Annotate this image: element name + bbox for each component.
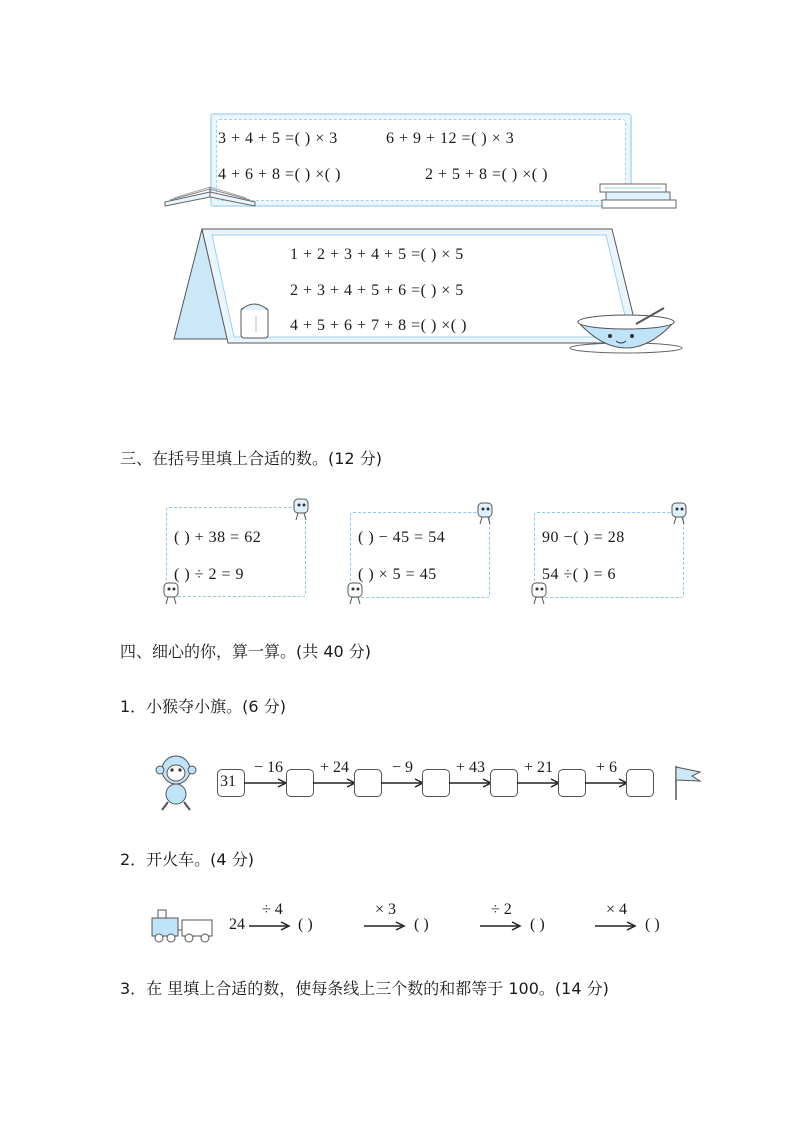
train-blank-4[interactable]: ( )	[645, 916, 660, 933]
q3-title: 3．在 里填上合适的数，使每条线上三个数的和都等于 100。(14 分)	[120, 979, 609, 998]
robot-icon	[474, 500, 496, 526]
section-4-title: 四、细心的你，算一算。(共 40 分)	[120, 642, 372, 661]
train-blank-3[interactable]: ( )	[530, 916, 545, 933]
top-equation-1: 3 + 4 + 5 =( ) × 3	[218, 130, 338, 147]
robot-icon	[290, 496, 312, 522]
train-op-4: × 4	[606, 901, 628, 918]
chain-answer-box-6[interactable]	[626, 769, 654, 797]
fill-equation-5: 90 −( ) = 28	[542, 529, 625, 546]
fill-equation-6: 54 ÷( ) = 6	[542, 566, 616, 583]
top-equation-3: 4 + 6 + 8 =( ) ×( )	[218, 166, 341, 183]
top-equation-board	[210, 113, 632, 207]
chain-answer-box-1[interactable]	[286, 769, 314, 797]
train-blank-1[interactable]: ( )	[298, 916, 313, 933]
q1-title: 1．小猴夺小旗。(6 分)	[120, 697, 286, 716]
top-equation-4: 2 + 5 + 8 =( ) ×( )	[425, 166, 548, 183]
train-start-number: 24	[229, 916, 245, 933]
section-3-title: 三、在括号里填上合适的数。(12 分)	[120, 449, 382, 468]
chain-op-3: − 9	[392, 759, 414, 776]
arrow-icon	[480, 917, 522, 931]
chain-answer-box-2[interactable]	[354, 769, 382, 797]
train-op-2: × 3	[375, 901, 397, 918]
chain-start-number: 31	[220, 773, 236, 790]
arrow-icon	[249, 917, 291, 931]
chain-op-6: + 6	[596, 759, 618, 776]
tent-equation-2: 2 + 3 + 4 + 5 + 6 =( ) × 5	[290, 282, 464, 299]
train-op-1: ÷ 4	[262, 901, 283, 918]
chain-op-2: + 24	[320, 759, 350, 776]
chain-answer-box-4[interactable]	[490, 769, 518, 797]
book-stack-icon	[596, 180, 682, 212]
fill-box-2	[350, 512, 490, 598]
top-equation-2: 6 + 9 + 12 =( ) × 3	[386, 130, 515, 147]
fill-equation-1: ( ) + 38 = 62	[174, 529, 262, 546]
chain-op-1: − 16	[254, 759, 284, 776]
robot-icon	[528, 580, 550, 606]
fill-box-3	[534, 512, 684, 598]
q2-title: 2．开火车。(4 分)	[120, 850, 254, 869]
cup-icon	[238, 296, 272, 342]
tent-equation-3: 4 + 5 + 6 + 7 + 8 =( ) ×( )	[290, 317, 467, 334]
bowl-icon	[566, 304, 686, 354]
monkey-icon	[152, 752, 200, 812]
train-op-3: ÷ 2	[491, 901, 512, 918]
arrow-icon	[595, 917, 637, 931]
flag-icon	[672, 764, 702, 802]
robot-icon	[668, 500, 690, 526]
chain-answer-box-5[interactable]	[558, 769, 586, 797]
fill-equation-2: ( ) ÷ 2 = 9	[174, 566, 244, 583]
train-blank-2[interactable]: ( )	[414, 916, 429, 933]
arrow-icon	[364, 917, 406, 931]
train-icon	[150, 906, 216, 944]
tent-equation-1: 1 + 2 + 3 + 4 + 5 =( ) × 5	[290, 246, 464, 263]
open-book-icon	[160, 180, 260, 212]
chain-op-5: + 21	[524, 759, 554, 776]
chain-op-4: + 43	[456, 759, 486, 776]
robot-icon	[160, 580, 182, 606]
fill-equation-3: ( ) − 45 = 54	[358, 529, 446, 546]
fill-equation-4: ( ) × 5 = 45	[358, 566, 437, 583]
chain-answer-box-3[interactable]	[422, 769, 450, 797]
robot-icon	[344, 580, 366, 606]
